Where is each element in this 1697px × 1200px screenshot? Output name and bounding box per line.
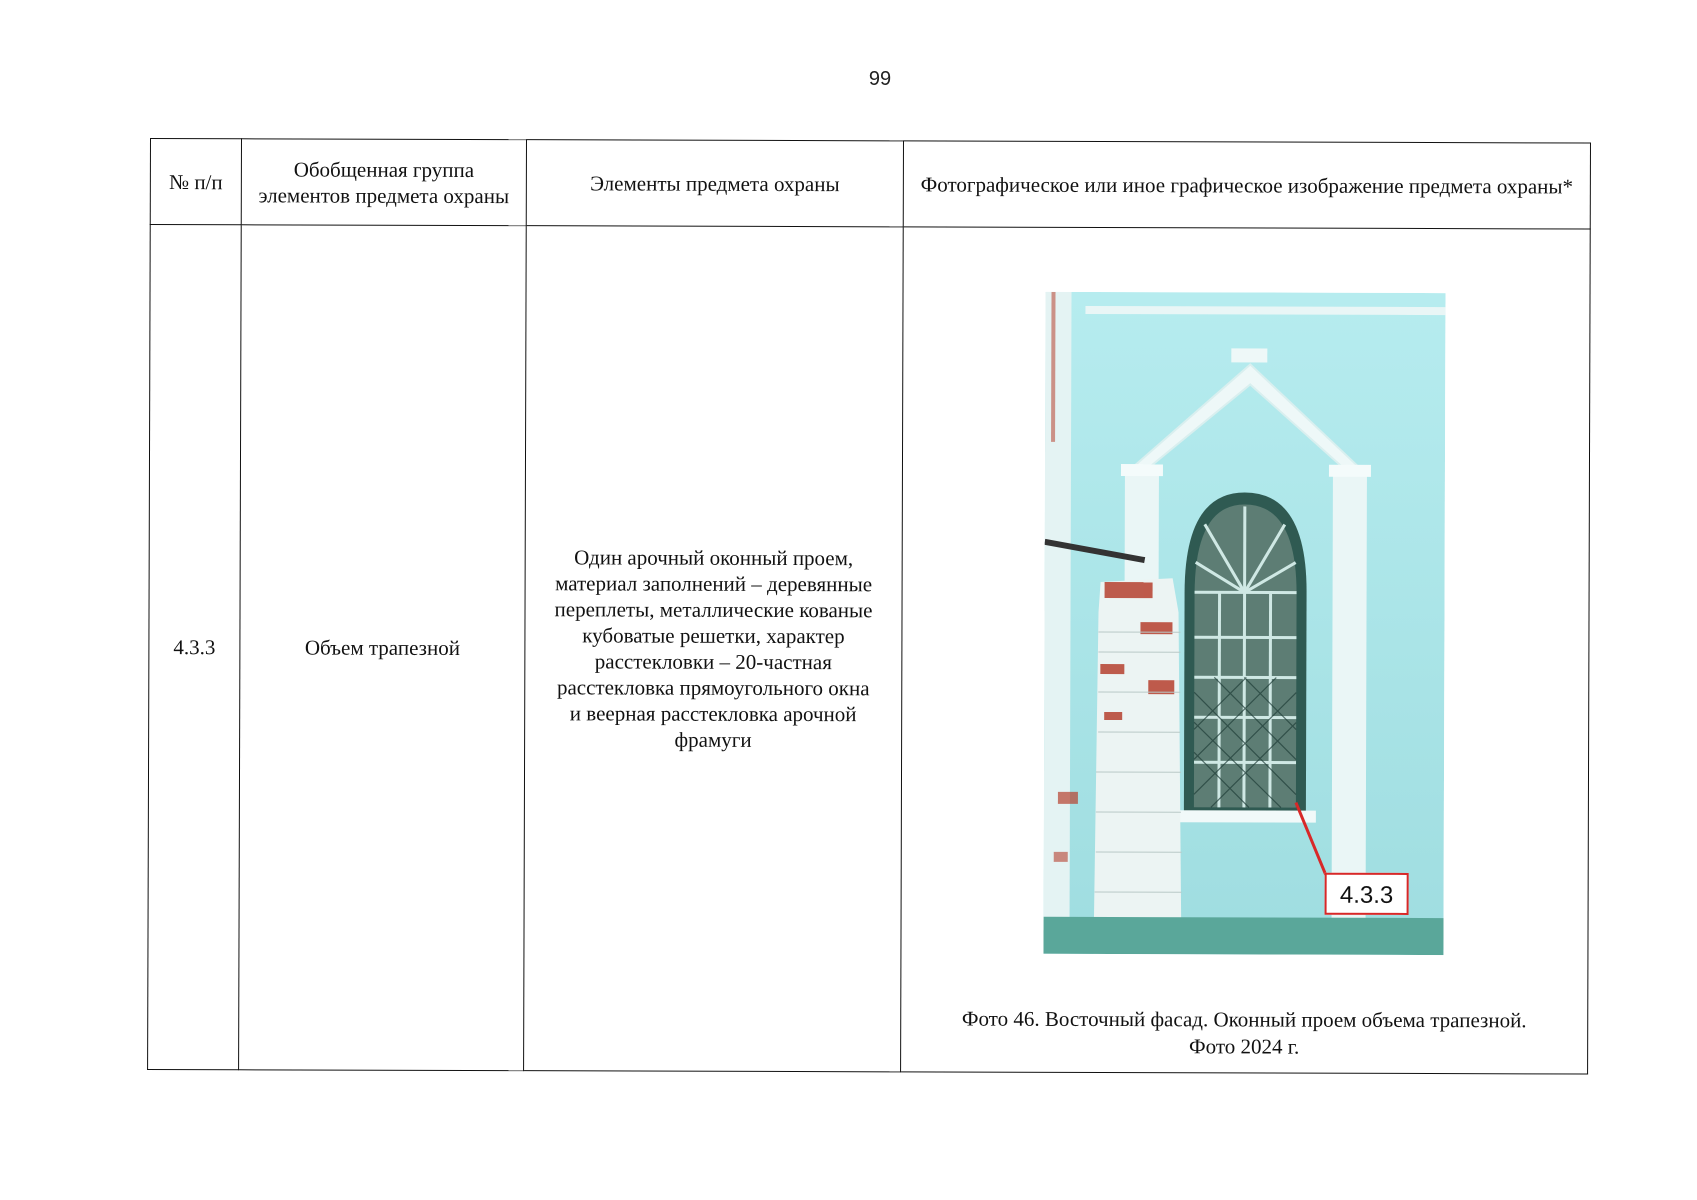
- header-elements: Элементы предмета охраны: [526, 140, 903, 227]
- header-group: Обобщенная группа элементов предмета охраны: [241, 139, 526, 226]
- protection-table: [147, 138, 1591, 1075]
- row-group: Объем трапезной: [239, 225, 527, 1071]
- facade-photo: [1043, 292, 1445, 955]
- facade-photo-image: [1043, 292, 1445, 955]
- row-number: 4.3.3: [148, 225, 242, 1070]
- table-header-row: [150, 139, 1590, 230]
- row-photo-cell: [901, 227, 1591, 1074]
- header-photo: Фотографическое или иное графическое изображение предмета охраны*: [903, 141, 1590, 229]
- table-row: [148, 225, 1591, 1075]
- page-number: 99: [868, 68, 892, 90]
- header-number: № п/п: [150, 139, 241, 225]
- photo-caption: [901, 1005, 1587, 1061]
- caption-line-1: Фото 46. Восточный фасад. Оконный проем объема трапезной.: [961, 1006, 1527, 1033]
- row-elements: Один арочный оконный проем, материал заполнений – деревянные переплеты, металлические кованые кубоватые решетки, характер расстекловки – 20-частная расстекловка прямоугольного окна и веерная расстекловка арочной фрамуги: [524, 226, 904, 1072]
- caption-line-2: Фото 2024 г.: [1189, 1034, 1300, 1059]
- callout-label: 4.3.3: [1325, 873, 1409, 915]
